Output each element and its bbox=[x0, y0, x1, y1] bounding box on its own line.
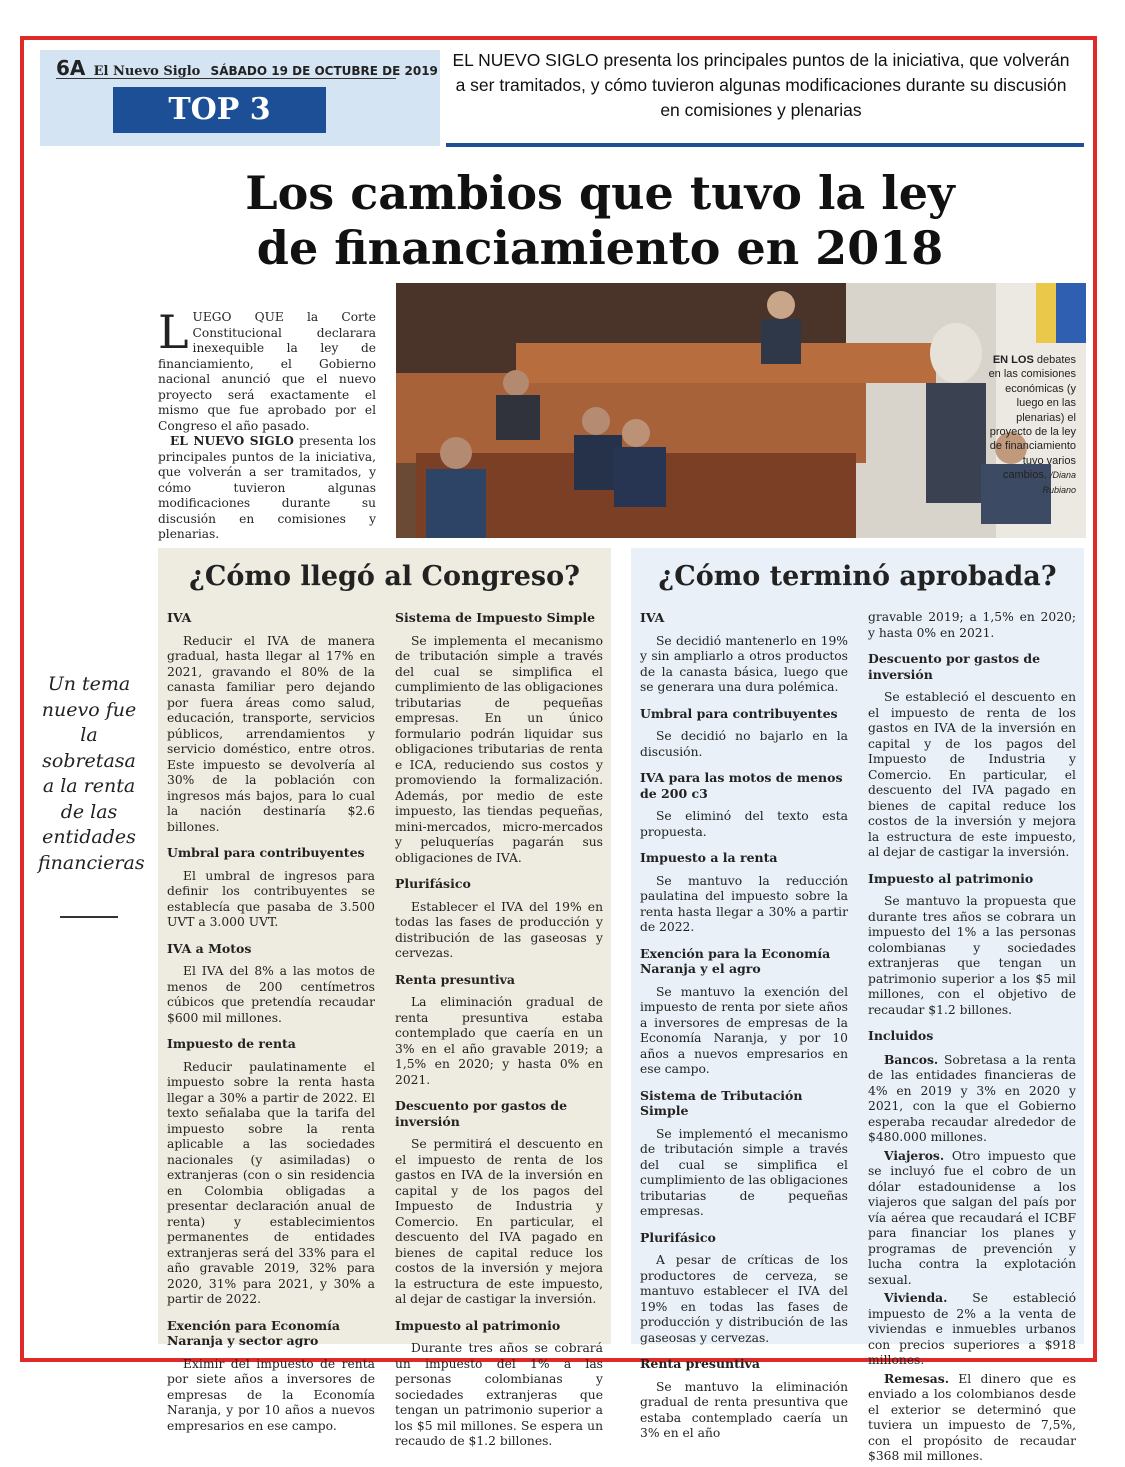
item-text: Reducir paulatinamente el impuesto sobre la renta hasta llegar a 30% a partir de 2022. El texto señalaba que la tarifa del impuesto sobre la renta aplicable a las sociedades nacionales (y asimiladas) o extranjeras (con o sin residencia en Colombia obligadas a presentar declaración anual de renta) y establecimientos permanentes de entidades extranjeras será del 33% para el año gravable 2019, 32% para 2020, 31% para 2021, y 30% a partir de 2022. bbox=[167, 1059, 375, 1306]
congress-photo bbox=[396, 283, 1086, 538]
newspaper-name: El Nuevo Siglo bbox=[93, 64, 201, 79]
item-text: Se decidió no bajarlo en la discusión. bbox=[640, 729, 848, 759]
photo-caption bbox=[986, 353, 1076, 497]
item-heading: IVA para las motos de menos de 200 c3 bbox=[640, 770, 843, 801]
item-text: Se decidió mantenerlo en 19% y sin ampliarlo a otros productos de la canasta básica, luego que se generara una dura polémica. bbox=[640, 633, 848, 694]
included-item bbox=[868, 1148, 1076, 1289]
issue-date: SÁBADO 19 DE OCTUBRE DE 2019 bbox=[210, 64, 438, 78]
item-heading: Exención para la Economía Naranja y el agro bbox=[640, 945, 831, 976]
item-heading: Sistema de Impuesto Simple bbox=[395, 610, 596, 625]
header-blurb: EL NUEVO SIGLO presenta los principales puntos de la iniciativa, que volverán a ser tramitados, y cómo tuvieron algunas modificaciones durante su discusión en comisiones y plenarias bbox=[452, 50, 1070, 120]
item-heading: Descuento por gastos de inversión bbox=[395, 1098, 568, 1129]
intro-paragraph-2: presenta los principales puntos de la iniciativa, que volverán a ser tramitados, y cómo tuvieron algunas modificaciones durante su discusión en comisiones y plenarias. bbox=[158, 434, 377, 541]
left-panel-col-1 bbox=[167, 610, 375, 1444]
intro-paragraph-1: UEGO QUE la Corte Constitucional declarara inexequible la ley de financiamiento, el Gobierno nacional anunció que el nuevo proyecto será exactamente el mismo que fue aprobado por el Congreso el año pasado. bbox=[158, 310, 376, 433]
included-item-label: Viajeros. bbox=[884, 1147, 945, 1163]
included-heading: Incluidos bbox=[868, 1028, 934, 1043]
headline-line-1: Los cambios que tuvo la ley bbox=[245, 166, 955, 220]
item-heading: Impuesto de renta bbox=[167, 1036, 296, 1051]
page-number: 6A bbox=[56, 56, 86, 80]
item-text: Se mantuvo la reducción paulatina del impuesto sobre la renta hasta llegar a 30% a partir de 2022. bbox=[640, 873, 848, 934]
item-text: Se estableció el descuento en el impuesto de renta de los gastos en IVA de la inversión en capital y de los pagos del Impuesto de Industria y Comercio. En particular, el descuento del IVA pagado en bienes de capital reduce los costos de la inversión y mejora la estructura de este impuesto, al dejar de castigar la inversión. bbox=[868, 690, 1076, 859]
item-text: Se mantuvo la propuesta que durante tres años se cobrara un impuesto del 1% a las personas colombianas y sociedades extranjeras que tengan un patrimonio superior a los $5 mil millones, con el objetivo de recaudar $1.2 billones. bbox=[868, 894, 1076, 1017]
item-heading: Sistema de Tributación Simple bbox=[640, 1087, 803, 1118]
included-item-text: Sobretasa a la renta de las entidades financieras de 4% en 2019 y 3% en 2020 y 2021, con la que el Gobierno esperaba recaudar alrededor de $480.000 millones. bbox=[868, 1052, 1076, 1144]
included-item-text: Otro impuesto que se incluyó fue el cobro de un dólar estadounidense a los viajeros que salgan del país por vía aérea que recaudará el ICBF para financiar los planes y programas de prevención y lucha contra la explotación sexual. bbox=[868, 1148, 1076, 1287]
item-heading: Impuesto al patrimonio bbox=[868, 870, 1034, 886]
item-text: Durante tres años se cobrará un impuesto del 1% a las personas colombianas y sociedades extranjeras que tengan un patrimonio superior a los $5 mil millones. Se espera un recaudo de $1.2 billones. bbox=[395, 1341, 603, 1448]
photo-credit: /Diana Rubiano bbox=[1042, 470, 1076, 495]
caption-lead: EN LOS bbox=[992, 354, 1034, 366]
item-text: Se permitirá el descuento en el impuesto de renta de los gastos en IVA de la inversión en capital y de los pagos del Impuesto de Industria y Comercio. En particular, el descuento del IVA pagado en bienes de capital reduce los costos de la inversión y mejora la estructura de este impuesto, al dejar de castigar la inversión. bbox=[395, 1137, 603, 1306]
item-text: Reducir el IVA de manera gradual, hasta llegar al 17% en 2021, gravando el 80% de la canasta familiar pero dejando por fuera áreas como salud, educación, transporte, servicios públicos, arrendamientos y servicio doméstico, entre otros. Este impuesto se devolvería al 30% de la población con ingresos más bajos, para lo cual la nación destinaría $2.6 billones. bbox=[167, 633, 375, 834]
item-text: El IVA del 8% a las motos de menos de 200 centímetros cúbicos que pretendía recaudar $600 mil millones. bbox=[167, 964, 375, 1025]
included-item-text: Se estableció impuesto de 2% a la venta de viviendas e inmuebles urbanos con precios superiores a $918 millones. bbox=[868, 1291, 1076, 1367]
pull-quote-rule bbox=[60, 916, 118, 918]
item-text: Se mantuvo la exención del impuesto de renta por siete años a inversores de empresas de la Economía Naranja, y por 10 años a nuevos empresarios en ese campo. bbox=[640, 984, 848, 1076]
item-heading: IVA bbox=[640, 610, 665, 625]
item-heading: Umbral para contribuyentes bbox=[167, 845, 365, 860]
included-item bbox=[868, 1052, 1076, 1146]
item-text: A pesar de críticas de los productores de cerveza, se mantuvo establecer el IVA del 19% en todas las fases de producción y distribución de las gaseosas y cervezas. bbox=[640, 1253, 848, 1345]
item-heading: Renta presuntiva bbox=[640, 1356, 761, 1371]
included-item-label: Remesas. bbox=[884, 1370, 949, 1386]
item-heading: Exención para Economía Naranja y sector agro bbox=[167, 1317, 341, 1348]
item-heading: Umbral para contribuyentes bbox=[640, 705, 838, 721]
item-heading: Plurifásico bbox=[395, 876, 471, 891]
item-text: Se implementa el mecanismo de tributación simple a través del cual se simplifica el cumplimiento de las obligaciones tributarias de pequeñas empresas. En un único formulario podrán liquidar sus obligaciones tributarias de renta e ICA, reduciendo sus costos y promoviendo la formalización. Además, por medio de este impuesto, las tiendas pequeñas, mini-mercados, micro-mercados y peluquerías pagarán sus obligaciones de IVA. bbox=[395, 633, 603, 865]
intro-lead: EL NUEVO SIGLO bbox=[170, 434, 294, 448]
included-item-label: Vivienda. bbox=[884, 1290, 948, 1305]
page-folio bbox=[56, 56, 438, 80]
item-text: Se implementó el mecanismo de tributación simple a través del cual se simplifica el cumplimiento de las obligaciones tributarias de pequeñas empresas. bbox=[640, 1126, 848, 1218]
item-text: Eximir del impuesto de renta por siete años a inversores de empresas de la Economía Naranja, y por 10 años a nuevos empresarios en ese campo. bbox=[167, 1356, 375, 1433]
continued-text: gravable 2019; a 1,5% en 2020; y hasta 0% en 2021. bbox=[868, 610, 1076, 640]
right-panel-col-1 bbox=[640, 610, 848, 1452]
item-text: Establecer el IVA del 19% en todas las fases de producción y distribución de las gaseosas y cervezas. bbox=[395, 899, 603, 960]
included-item bbox=[868, 1371, 1076, 1465]
item-heading: Descuento por gastos de inversión bbox=[868, 651, 1041, 682]
drop-cap: L bbox=[158, 305, 189, 359]
pull-quote: Un tema nuevo fue la sobretasa a la renta de las entidades financieras bbox=[38, 673, 145, 874]
left-panel-col-2 bbox=[395, 610, 603, 1460]
right-panel-col-2 bbox=[868, 610, 1076, 1467]
header-rule bbox=[446, 143, 1084, 147]
congress-photo-illustration bbox=[396, 283, 1086, 538]
item-text: El umbral de ingresos para definir los contribuyentes se establecía que pasaba de 3.500 UVT a 3.000 UVT. bbox=[167, 868, 375, 929]
item-heading: Renta presuntiva bbox=[395, 971, 516, 987]
section-label: TOP 3 bbox=[113, 87, 326, 133]
included-item bbox=[868, 1290, 1076, 1369]
headline-line-2: de financiamiento en 2018 bbox=[256, 221, 944, 275]
headline bbox=[200, 166, 1000, 276]
included-item-text: El dinero que es enviado a los colombianos desde el exterior se determinó que tuviera un impuesto de 7,5%, con el propósito de recaudar $368 mil millones. bbox=[868, 1371, 1076, 1463]
item-heading: Impuesto a la renta bbox=[640, 850, 778, 865]
included-item-label: Bancos. bbox=[884, 1051, 939, 1067]
item-text: Se eliminó del texto esta propuesta. bbox=[640, 809, 848, 839]
item-text: La eliminación gradual de renta presuntiva estaba contemplado que caería en un 3% en el año gravable 2019; a 1,5% en 2020; y hasta 0% en 2021. bbox=[395, 995, 603, 1087]
item-text: Se mantuvo la eliminación gradual de renta presuntiva que estaba contemplado caería un 3% en el año bbox=[640, 1379, 848, 1440]
panel-title: ¿Cómo llegó al Congreso? bbox=[189, 561, 580, 592]
item-heading: Impuesto al patrimonio bbox=[395, 1317, 561, 1333]
item-heading: Plurifásico bbox=[640, 1229, 716, 1245]
caption-text: debates en las comisiones económicas (y luego en las plenarias) el proyecto de la ley de financiamiento tuvo varios cambios. bbox=[988, 354, 1076, 482]
panel-how-it-was-approved bbox=[631, 548, 1084, 1463]
panel-how-it-arrived bbox=[158, 548, 611, 1448]
intro-article bbox=[158, 305, 377, 543]
item-heading: IVA a Motos bbox=[167, 940, 252, 956]
item-heading: IVA bbox=[167, 610, 192, 625]
panel-title: ¿Cómo terminó aprobada? bbox=[658, 561, 1057, 592]
